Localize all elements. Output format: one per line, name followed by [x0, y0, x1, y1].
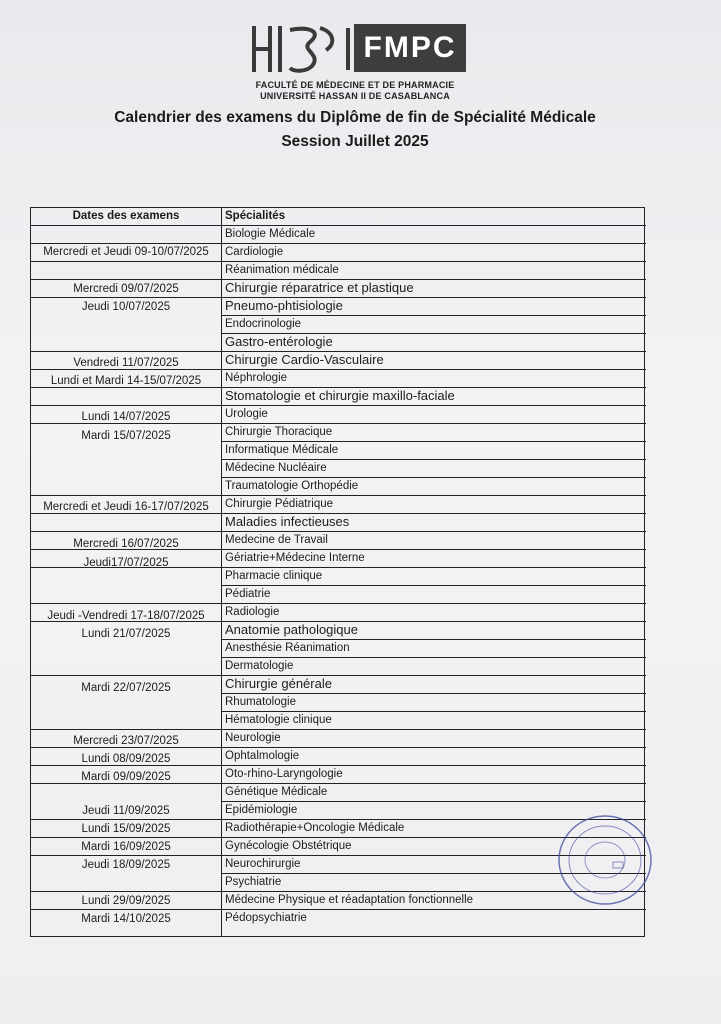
spec-row-divider — [221, 693, 646, 694]
document-title: Calendrier des examens du Diplôme de fin de Spécialité Médicale — [114, 109, 596, 126]
specialty-cell: Ophtalmologie — [225, 750, 300, 762]
document-subtitle: Session Juillet 2025 — [281, 133, 429, 150]
exam-date-cell: Lundi 29/09/2025 — [81, 895, 171, 907]
specialty-cell: Neurochirurgie — [225, 858, 301, 870]
exam-date-cell: Mercredi 09/07/2025 — [73, 283, 179, 295]
university-emblem-icon — [250, 22, 340, 76]
exam-date-cell: Vendredi 11/07/2025 — [73, 357, 179, 369]
fmpc-logo — [250, 22, 466, 76]
row-divider — [31, 891, 646, 892]
logo-text: FMPC — [354, 24, 466, 72]
specialty-cell: Stomatologie et chirurgie maxillo-faciale — [225, 388, 455, 403]
specialty-cell: Médecine Physique et réadaptation fonctionnelle — [225, 894, 474, 906]
specialty-cell: Réanimation médicale — [225, 264, 339, 276]
row-divider — [31, 531, 646, 532]
logo-separator — [346, 28, 350, 70]
exam-date-cell: Mardi 16/09/2025 — [81, 841, 171, 853]
specialty-cell: Anatomie pathologique — [225, 622, 358, 637]
spec-row-divider — [221, 585, 646, 586]
specialty-cell: Pédopsychiatrie — [225, 912, 307, 924]
specialty-cell: Gastro-entérologie — [225, 334, 333, 349]
exam-date-cell: Lundi 15/09/2025 — [81, 823, 171, 835]
spec-row-divider — [221, 459, 646, 460]
specialty-cell: Pédiatrie — [225, 588, 271, 600]
specialty-cell: Cardiologie — [225, 246, 284, 258]
row-divider — [31, 495, 646, 496]
spec-row-divider — [221, 639, 646, 640]
row-divider — [31, 225, 646, 226]
specialty-cell: Génétique Médicale — [225, 786, 328, 798]
exam-date-cell: Jeudi -Vendredi 17-18/07/2025 — [47, 610, 205, 622]
specialty-cell: Biologie Médicale — [225, 228, 316, 240]
specialty-cell: Radiologie — [225, 606, 280, 618]
column-header-dates: Dates des examens — [72, 210, 180, 222]
specialty-cell: Médecine Nucléaire — [225, 462, 327, 474]
row-divider — [31, 729, 646, 730]
specialty-cell: Anesthésie Réanimation — [225, 642, 350, 654]
spec-row-divider — [221, 441, 646, 442]
row-divider — [31, 837, 646, 838]
specialty-cell: Rhumatologie — [225, 696, 296, 708]
exam-date-cell: Mardi 22/07/2025 — [81, 682, 171, 694]
specialty-cell: Néphrologie — [225, 372, 288, 384]
specialty-cell: Chirurgie réparatrice et plastique — [225, 280, 414, 295]
exam-date-cell: Mercredi et Jeudi 09-10/07/2025 — [43, 246, 209, 258]
exam-date-cell: Lundi 08/09/2025 — [81, 753, 171, 765]
exam-date-cell: Mercredi et Jeudi 16-17/07/2025 — [43, 501, 209, 513]
row-divider — [31, 819, 646, 820]
specialty-cell: Oto-rhino-Laryngologie — [225, 768, 343, 780]
specialty-cell: Gériatrie+Médecine Interne — [225, 552, 365, 564]
column-header-specialites: Spécialités — [225, 210, 286, 222]
specialty-cell: Pharmacie clinique — [225, 570, 323, 582]
exam-date-cell: Lundi 21/07/2025 — [81, 628, 171, 640]
exam-date-cell: Jeudi 11/09/2025 — [82, 805, 170, 817]
spec-row-divider — [221, 657, 646, 658]
row-divider — [31, 261, 646, 262]
specialty-cell: Chirurgie Thoracique — [225, 426, 333, 438]
spec-row-divider — [221, 711, 646, 712]
specialty-cell: Chirurgie générale — [225, 676, 332, 691]
specialty-cell: Endocrinologie — [225, 318, 302, 330]
column-separator — [221, 208, 222, 936]
row-divider — [31, 243, 646, 244]
exam-calendar-table — [30, 207, 645, 937]
specialty-cell: Pneumo-phtisiologie — [225, 298, 343, 313]
specialty-cell: Traumatologie Orthopédie — [225, 480, 359, 492]
exam-date-cell: Jeudi17/07/2025 — [83, 557, 169, 569]
specialty-cell: Gynécologie Obstétrique — [225, 840, 352, 852]
row-divider — [31, 909, 646, 910]
specialty-cell: Medecine de Travail — [225, 534, 328, 546]
specialty-cell: Epidémiologie — [225, 804, 298, 816]
exam-date-cell: Mardi 15/07/2025 — [81, 430, 171, 442]
specialty-cell: Chirurgie Pédiatrique — [225, 498, 334, 510]
university-name: UNIVERSITÉ HASSAN II DE CASABLANCA — [260, 91, 450, 101]
exam-date-cell: Lundi et Mardi 14-15/07/2025 — [50, 375, 202, 387]
spec-row-divider — [221, 315, 646, 316]
specialty-cell: Maladies infectieuses — [225, 514, 350, 529]
exam-date-cell: Jeudi 10/07/2025 — [81, 301, 171, 313]
row-divider — [31, 855, 646, 856]
specialty-cell: Hématologie clinique — [225, 714, 332, 726]
row-divider — [31, 603, 646, 604]
row-divider — [31, 405, 646, 406]
exam-date-cell: Mardi 14/10/2025 — [81, 913, 171, 925]
exam-date-cell: Mercredi 16/07/2025 — [73, 538, 179, 550]
exam-date-cell: Mercredi 23/07/2025 — [73, 735, 179, 747]
row-divider — [31, 675, 646, 676]
faculty-name: FACULTÉ DE MÉDECINE ET DE PHARMACIE — [255, 80, 455, 90]
specialty-cell: Informatique Médicale — [225, 444, 339, 456]
exam-date-cell: Jeudi 18/09/2025 — [81, 859, 171, 871]
specialty-cell: Dermatologie — [225, 660, 294, 672]
specialty-cell: Radiothérapie+Oncologie Médicale — [225, 822, 405, 834]
exam-date-cell: Mardi 09/09/2025 — [81, 771, 171, 783]
specialty-cell: Psychiatrie — [225, 876, 282, 888]
exam-date-cell: Lundi 14/07/2025 — [81, 411, 171, 423]
specialty-cell: Urologie — [225, 408, 268, 420]
faculty-stamp — [555, 810, 655, 910]
spec-row-divider — [221, 477, 646, 478]
specialty-cell: Chirurgie Cardio-Vasculaire — [225, 352, 384, 367]
specialty-cell: Neurologie — [225, 732, 281, 744]
spec-row-divider — [221, 801, 646, 802]
